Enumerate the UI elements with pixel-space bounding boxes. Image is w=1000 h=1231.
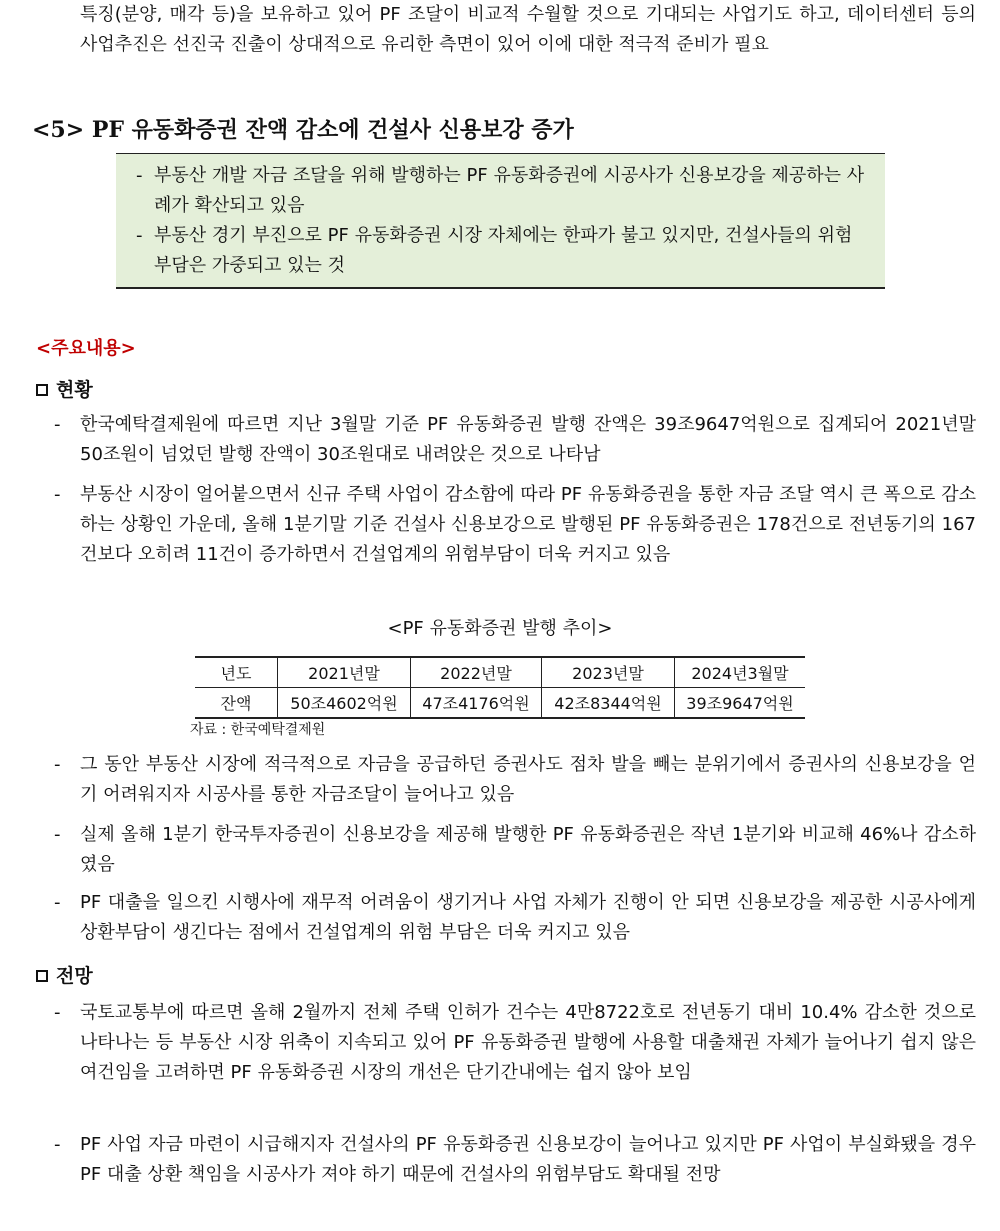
table-header-cell: 2023년말 xyxy=(542,657,675,688)
table-cell: 47조4176억원 xyxy=(411,688,542,719)
issuance-table xyxy=(195,656,805,719)
bullet-dash: - xyxy=(54,824,61,845)
summary-item-text: 부동산 경기 부진으로 PF 유동화증권 시장 자체에는 한파가 불고 있지만, 건설사들의 위험 부담은 가중되고 있는 것 xyxy=(154,225,853,276)
bullet-text: 부동산 시장이 얼어붙으면서 신규 주택 사업이 감소함에 따라 PF 유동화증권을 통한 자금 조달 역시 큰 폭으로 감소하는 상황인 가운데, 올해 1분기말 기준 건설사 신용보강으로 발행된 PF 유동화증권은 178건으로 전년동기의 167건보다 오히려 11건이 증가하면서 건설업계의 위험부담이 더욱 커지고 있음 xyxy=(80,484,976,565)
outlook-heading-text: 전망 xyxy=(56,965,93,987)
bullet-dash: - xyxy=(54,892,61,913)
table-caption: <PF 유동화증권 발행 추이> xyxy=(387,618,613,639)
bullet-text: 그 동안 부동산 시장에 적극적으로 자금을 공급하던 증권사도 점차 발을 빼는 분위기에서 증권사의 신용보강을 얻기 어려워지자 시공사를 통한 자금조달이 늘어나고 있음 xyxy=(80,754,976,805)
intro-paragraph: 특징(분양, 매각 등)을 보유하고 있어 PF 조달이 비교적 수월할 것으로 기대되는 사업기도 하고, 데이터센터 등의 사업추진은 선진국 진출이 상대적으로 유리한 측면이 있어 이에 대한 적극적 준비가 필요 xyxy=(80,4,976,55)
checkbox-square-icon xyxy=(36,384,48,396)
bullet-text: 한국예탁결제원에 따르면 지난 3월말 기준 PF 유동화증권 발행 잔액은 39조9647억원으로 집계되어 2021년말 50조원이 넘었던 발행 잔액이 30조원대로 내려앉은 것으로 나타남 xyxy=(80,414,976,465)
outlook-heading xyxy=(36,962,93,990)
status-bullet xyxy=(54,750,976,810)
summary-box xyxy=(116,153,885,289)
table-cell: 50조4602억원 xyxy=(278,688,411,719)
checkbox-square-icon xyxy=(36,970,48,982)
summary-dash: - xyxy=(136,165,143,186)
summary-item xyxy=(136,161,865,221)
section-title: <5> PF 유동화증권 잔액 감소에 건설사 신용보강 증가 xyxy=(32,117,574,143)
table-header-cell: 2024년3월말 xyxy=(675,657,806,688)
bullet-dash: - xyxy=(54,1002,61,1023)
status-heading xyxy=(36,376,93,404)
table-cell: 42조8344억원 xyxy=(542,688,675,719)
status-heading-text: 현황 xyxy=(56,379,93,401)
summary-item-text: 부동산 개발 자금 조달을 위해 발행하는 PF 유동화증권에 시공사가 신용보강을 제공하는 사례가 확산되고 있음 xyxy=(154,165,865,216)
bullet-dash: - xyxy=(54,484,61,505)
table-header-row xyxy=(195,657,805,688)
main-content-label: <주요내용> xyxy=(36,338,136,359)
table-header-cell: 년도 xyxy=(195,657,278,688)
outlook-bullet xyxy=(54,998,976,1088)
status-bullet xyxy=(54,820,976,880)
table-header-cell: 2021년말 xyxy=(278,657,411,688)
bullet-dash: - xyxy=(54,414,61,435)
table-source: 자료 : 한국예탁결제원 xyxy=(190,722,326,738)
table-row xyxy=(195,688,805,719)
summary-dash: - xyxy=(136,225,143,246)
bullet-text: PF 대출을 일으킨 시행사에 재무적 어려움이 생기거나 사업 자체가 진행이 안 되면 신용보강을 제공한 시공사에게 상환부담이 생긴다는 점에서 건설업계의 위험 부담은 더욱 커지고 있음 xyxy=(80,892,976,943)
status-bullet xyxy=(54,410,976,470)
bullet-dash: - xyxy=(54,754,61,775)
bullet-text: PF 사업 자금 마련이 시급해지자 건설사의 PF 유동화증권 신용보강이 늘어나고 있지만 PF 사업이 부실화됐을 경우 PF 대출 상환 책임을 시공사가 져야 하기 때문에 건설사의 위험부담도 확대될 전망 xyxy=(80,1134,976,1185)
bullet-text: 실제 올해 1분기 한국투자증권이 신용보강을 제공해 발행한 PF 유동화증권은 작년 1분기와 비교해 46%나 감소하였음 xyxy=(80,824,976,875)
bullet-dash: - xyxy=(54,1134,61,1155)
outlook-bullet xyxy=(54,1130,976,1190)
summary-item xyxy=(136,221,865,281)
table-cell: 39조9647억원 xyxy=(675,688,806,719)
bullet-text: 국토교통부에 따르면 올해 2월까지 전체 주택 인허가 건수는 4만8722호로 전년동기 대비 10.4% 감소한 것으로 나타나는 등 부동산 시장 위축이 지속되고 있어 PF 유동화증권 발행에 사용할 대출채권 자체가 늘어나기 쉽지 않은 여건임을 고려하면 PF 유동화증권 시장의 개선은 단기간내에는 쉽지 않아 보임 xyxy=(80,1002,976,1083)
table-cell: 잔액 xyxy=(195,688,278,719)
status-bullet xyxy=(54,480,976,570)
status-bullet xyxy=(54,888,976,948)
table-header-cell: 2022년말 xyxy=(411,657,542,688)
